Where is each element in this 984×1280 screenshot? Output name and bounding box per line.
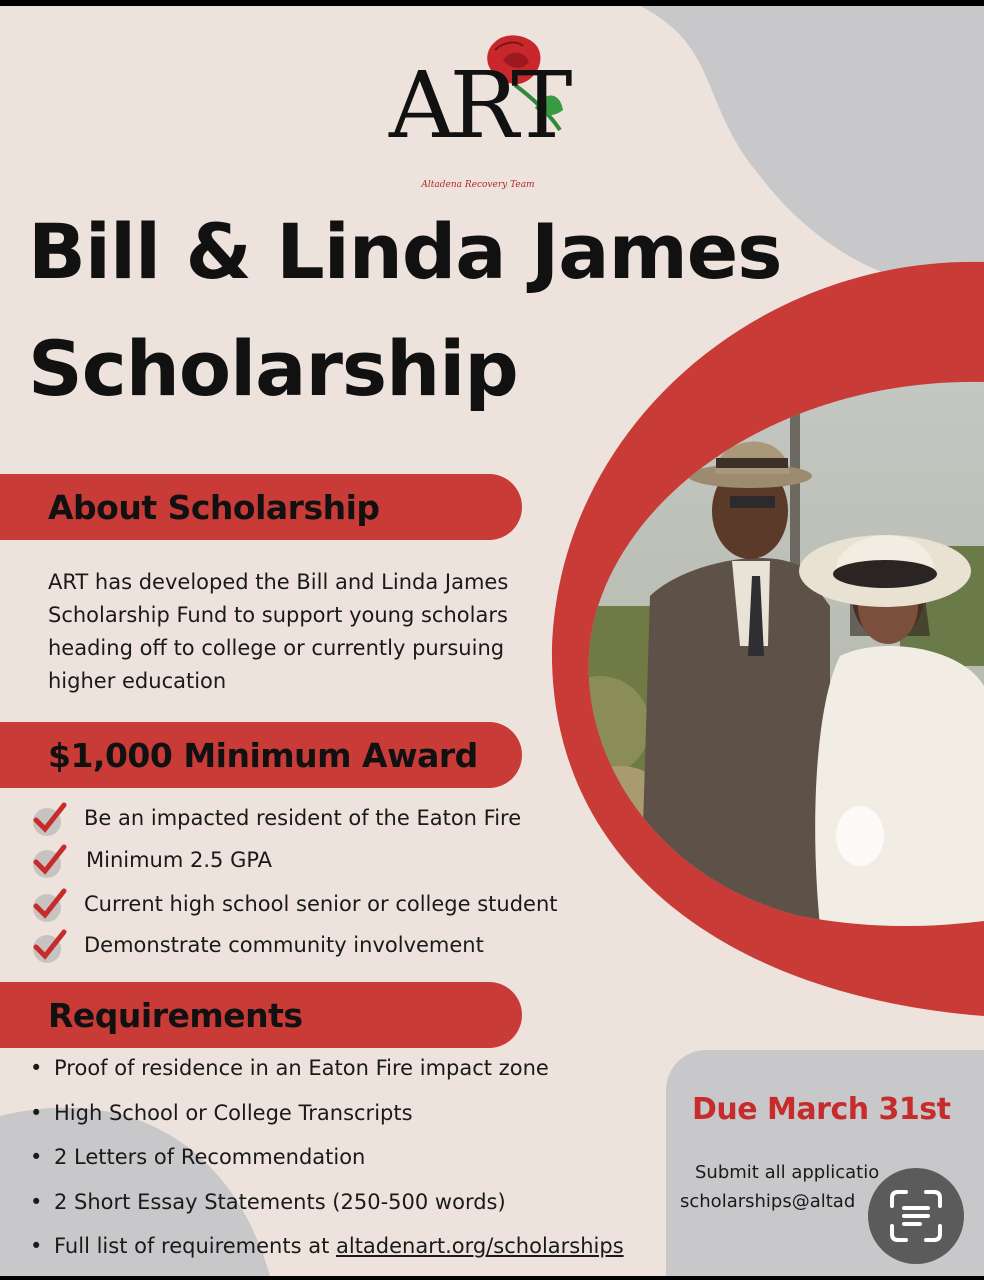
requirements-banner	[0, 982, 522, 1048]
criteria-text: Current high school senior or college student	[84, 892, 558, 916]
requirement-item	[30, 1101, 413, 1125]
requirement-text: 2 Letters of Recommendation	[54, 1145, 366, 1169]
logo-letters: ART	[389, 52, 567, 159]
criteria-item	[30, 927, 630, 967]
scholarships-link[interactable]: altadenart.org/scholarships	[336, 1234, 624, 1258]
bullet-icon: •	[30, 1056, 43, 1080]
page-title-line-2: Scholarship	[28, 324, 518, 413]
requirement-text: High School or College Transcripts	[54, 1101, 413, 1125]
checkmark-icon	[30, 886, 70, 926]
art-logo	[385, 30, 590, 208]
about-body: ART has developed the Bill and Linda James Scholarship Fund to support young scholars heading off to college or currently pursuing higher education	[48, 570, 509, 693]
submit-line-1: Submit all applicatio	[695, 1162, 880, 1183]
submit-line-2: scholarships@altad	[680, 1191, 856, 1212]
about-heading: About Scholarship	[48, 488, 380, 527]
criteria-item	[30, 842, 630, 882]
requirement-text: Proof of residence in an Eaton Fire impact zone	[54, 1056, 549, 1080]
bullet-icon: •	[30, 1101, 43, 1125]
requirement-item	[30, 1190, 506, 1214]
logo-subtitle: Altadena Recovery Team	[421, 180, 535, 190]
page-title-line-1: Bill & Linda James	[28, 207, 782, 296]
checkmark-icon	[30, 800, 70, 840]
requirement-text: 2 Short Essay Statements (250-500 words)	[54, 1190, 506, 1214]
full-list-prefix: Full list of requirements at	[54, 1234, 336, 1258]
criteria-item	[30, 800, 630, 840]
bullet-icon: •	[30, 1145, 43, 1169]
award-banner	[0, 722, 522, 788]
deadline-title: Due March 31st	[692, 1092, 951, 1127]
bullet-icon: •	[30, 1190, 43, 1214]
criteria-text: Minimum 2.5 GPA	[86, 848, 273, 872]
requirement-item	[30, 1145, 365, 1169]
criteria-text: Demonstrate community involvement	[84, 933, 484, 957]
text-scan-icon	[868, 1168, 964, 1264]
criteria-item	[30, 886, 630, 926]
requirement-item	[30, 1234, 624, 1258]
bullet-icon: •	[30, 1234, 43, 1258]
checkmark-icon	[30, 927, 70, 967]
scan-text-button[interactable]	[868, 1168, 964, 1264]
checkmark-icon	[30, 842, 70, 882]
requirements-heading: Requirements	[48, 996, 303, 1035]
award-heading: $1,000 Minimum Award	[48, 736, 478, 775]
about-banner	[0, 474, 522, 540]
criteria-text: Be an impacted resident of the Eaton Fire	[84, 806, 522, 830]
requirement-item	[30, 1056, 549, 1080]
scholarship-poster	[0, 6, 984, 1276]
